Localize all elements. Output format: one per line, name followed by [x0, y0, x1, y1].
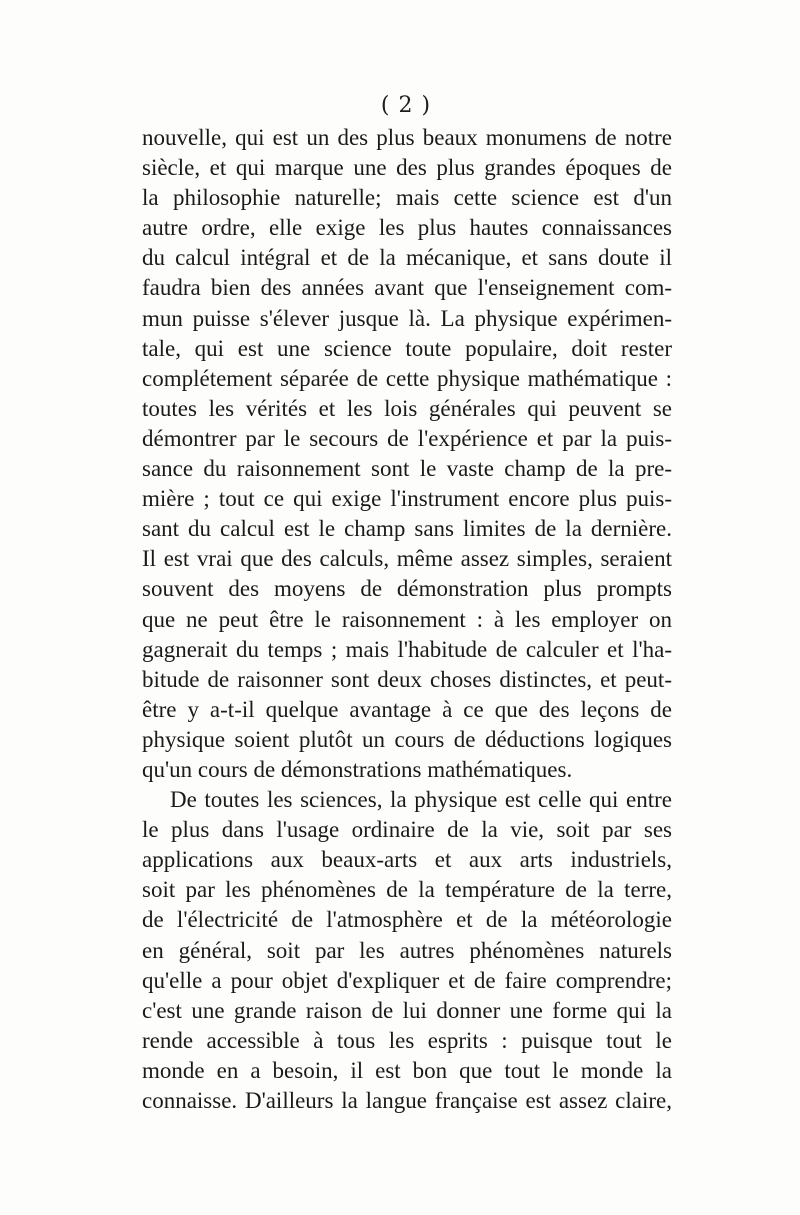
text-line: le plus dans l'usage ordinaire de la vie, soit par ses [142, 817, 672, 843]
text-line: rende accessible à tous les esprits : puisque tout le [142, 1027, 672, 1053]
text-line: nouvelle, qui est un des plus beaux monumens de notre [142, 125, 672, 150]
text-line: gagnerait du temps ; mais l'habitude de calculer et l'ha- [142, 636, 672, 662]
paragraph-end-line: qu'un cours de démonstrations mathématiques. [142, 756, 573, 782]
text-line: être y a-t-il quelque avantage à ce que des leçons de [142, 696, 672, 722]
text-line: du calcul intégral et de la mécanique, et sans doute il [142, 245, 672, 271]
text-line: mière ; tout ce qui exige l'instrument encore plus puis- [142, 486, 672, 512]
page-number: ( 2 ) [380, 93, 432, 118]
text-line: autre ordre, elle exige les plus hautes connaissances [142, 215, 672, 241]
text-line: la philosophie naturelle; mais cette science est d'un [142, 185, 672, 211]
text-line: siècle, et qui marque une des plus grandes époques de [142, 155, 672, 181]
text-line: démontrer par le secours de l'expérience et par la puis- [142, 425, 672, 451]
paragraph-start-line: De toutes les sciences, la physique est celle qui entre [170, 787, 672, 813]
text-line: physique soient plutôt un cours de déductions logiques [142, 726, 672, 752]
text-line: connaisse. D'ailleurs la langue française est assez claire, [142, 1088, 672, 1113]
text-line: applications aux beaux-arts et aux arts industriels, [142, 847, 672, 873]
text-line: faudra bien des années avant que l'enseignement com- [142, 275, 672, 301]
text-line: sance du raisonnement sont le vaste champ de la pre- [142, 456, 672, 482]
text-line: mun puisse s'élever jusque là. La physique expérimen- [142, 305, 672, 331]
text-line: sant du calcul est le champ sans limites de la dernière. [142, 516, 672, 542]
text-line: que ne peut être le raisonnement : à les employer on [142, 606, 672, 632]
text-line: bitude de raisonner sont deux choses distinctes, et peut- [142, 666, 672, 692]
text-line: tale, qui est une science toute populaire, doit rester [142, 335, 672, 361]
text-line: monde en a besoin, il est bon que tout le monde la [142, 1057, 672, 1083]
text-line: complétement séparée de cette physique mathématique : [142, 365, 672, 391]
text-line: qu'elle a pour objet d'expliquer et de faire comprendre; [142, 967, 672, 993]
text-line: toutes les vérités et les lois générales qui peuvent se [142, 395, 672, 421]
text-line: soit par les phénomènes de la température de la terre, [142, 877, 672, 903]
text-line: souvent des moyens de démonstration plus prompts [142, 576, 672, 602]
text-line: c'est une grande raison de lui donner une forme qui la [142, 997, 672, 1023]
text-line: en général, soit par les autres phénomènes naturels [142, 937, 672, 963]
text-line: Il est vrai que des calculs, même assez simples, seraient [142, 546, 672, 572]
body-text [142, 123, 672, 1116]
text-line: de l'électricité de l'atmosphère et de la météorologie [142, 907, 672, 933]
